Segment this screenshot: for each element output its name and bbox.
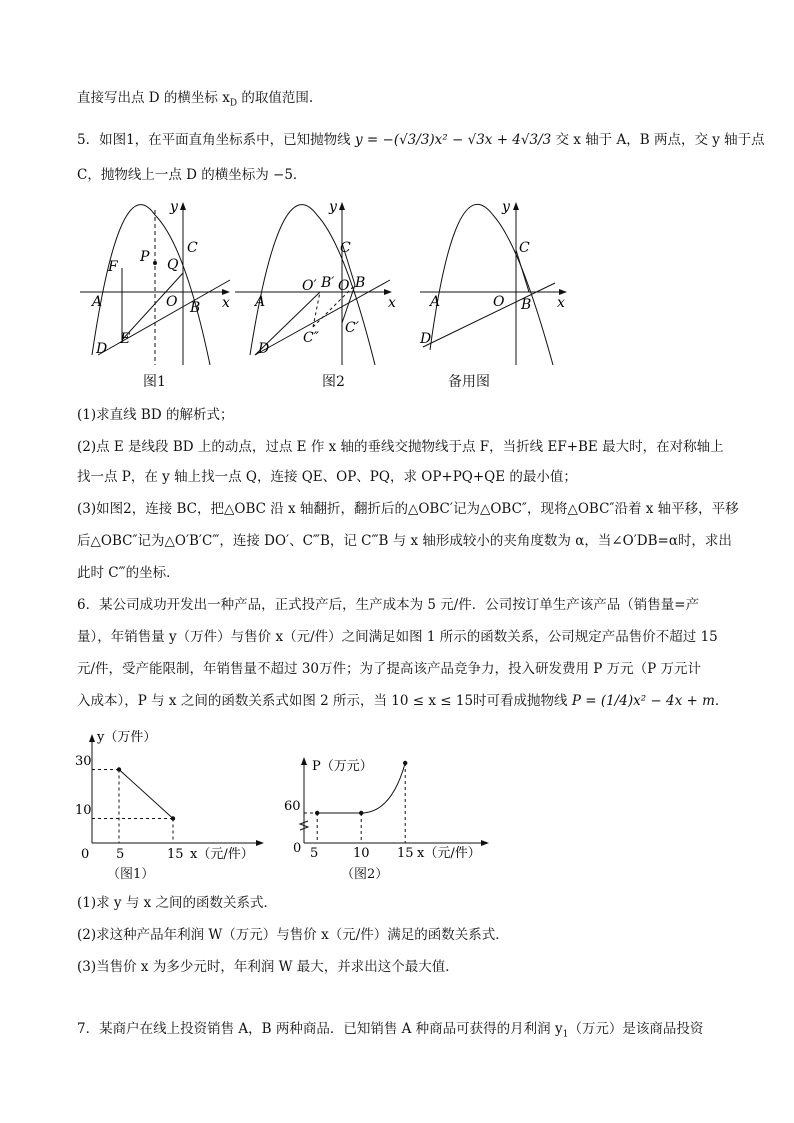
label-x: x xyxy=(557,295,565,311)
tick-y-10: 10 xyxy=(75,803,92,818)
q7-text-b: （万元）是该商品投资 xyxy=(568,1021,704,1037)
label-e: E xyxy=(120,331,131,347)
x-arrow xyxy=(481,840,489,846)
label-d: D xyxy=(258,341,270,357)
label-c: C xyxy=(519,240,530,256)
data-point-0 xyxy=(117,767,121,771)
figure-1 xyxy=(70,195,250,370)
tick-x-15: 15 xyxy=(167,847,184,862)
axis-break-icon xyxy=(300,821,308,830)
chart-1-marks xyxy=(92,767,175,843)
q5-part-2-line-1: (2)点 E 是线段 BD 上的动点，过点 E 作 x 轴的垂线交抛物线于点 F，当折线 EF+BE 最大时，在对称轴上 xyxy=(77,439,724,455)
q6-line-4 xyxy=(77,691,728,711)
question-5-line-2: C，抛物线上一点 D 的横坐标为 −5． xyxy=(77,167,307,183)
chart-2 xyxy=(282,752,492,877)
label-q: Q xyxy=(167,257,179,273)
tick-x-5: 5 xyxy=(116,847,125,862)
point-p xyxy=(153,261,157,265)
y-axis-label: y（万件） xyxy=(97,730,157,745)
parabola xyxy=(92,205,210,365)
q6-part-1: (1)求 y 与 x 之间的函数关系式． xyxy=(77,895,278,911)
label-o: O xyxy=(338,278,350,294)
tick-x-5: 5 xyxy=(310,846,319,861)
caption-fig2: 图2 xyxy=(322,374,345,390)
label-c: C xyxy=(340,240,351,256)
tick-x-10: 10 xyxy=(353,846,370,861)
y-arrow xyxy=(339,202,345,210)
x-arrow xyxy=(256,840,264,846)
question-5-intro xyxy=(77,130,765,150)
q5-part-3-line-3: 此时 C‴的坐标． xyxy=(77,565,180,581)
tick-y-60: 60 xyxy=(284,799,301,814)
line-bd xyxy=(423,283,555,347)
q5-text: 5．如图1，在平面直角坐标系中，已知抛物线 xyxy=(77,132,351,148)
label-y: y xyxy=(170,199,178,215)
q5-part-2-line-2: 找一点 P，在 y 轴上找一点 Q，连接 QE、OP、PQ，求 OP+PQ+QE 的最小值； xyxy=(77,469,577,485)
data-point-2 xyxy=(403,761,407,765)
parabola xyxy=(430,204,553,365)
chart-1 xyxy=(70,725,270,875)
caption-spare: 备用图 xyxy=(448,374,490,390)
q5-part-3-line-2: 后△OBC″记为△O′B′C‴，连接 DO′、C‴B，记 C‴B 与 x 轴形成较小的夹角度数为 α，当∠O′DB=α时，求出 xyxy=(77,533,732,549)
label-o-prime: O′ xyxy=(302,278,317,294)
figure-spare xyxy=(405,195,585,370)
q6-part-3: (3)当售价 x 为多少元时，年利润 W 最大，并求出这个最大值． xyxy=(77,959,459,975)
label-b-prime: B′ xyxy=(321,275,335,291)
label-b: B xyxy=(521,297,532,313)
q5-equation-text: y = −(√3/3)x² − √3x + 4√3/3 xyxy=(354,132,552,148)
tick-x-15: 15 xyxy=(397,846,414,861)
label-c-double-prime: C″ xyxy=(303,330,319,346)
q6-equation: P = (1/4)x² − 4x + m xyxy=(571,693,715,709)
series-line xyxy=(119,770,173,819)
label-c-prime: C′ xyxy=(345,320,359,336)
x-axis-label: x（元/件） xyxy=(417,846,481,861)
label-x: x xyxy=(388,295,396,311)
q6-text: 入成本），P 与 x 之间的函数关系式如图 2 所示，当 10 ≤ x ≤ 15时可看成抛物线 xyxy=(77,693,568,709)
label-o: O xyxy=(493,294,505,310)
line-text: 的取值范围. xyxy=(237,90,314,106)
q5-part-1: (1)求直线 BD 的解析式； xyxy=(77,407,234,423)
label-p: P xyxy=(140,249,150,265)
q6-line-2: 量），年销售量 y（万件）与售价 x（元/件）之间满足如图 1 所示的函数关系，公司规定产品售价不超过 15 xyxy=(77,629,718,645)
text-line-1 xyxy=(77,88,313,114)
label-a: A xyxy=(255,294,266,310)
label-b: B xyxy=(190,300,201,316)
segment-bc xyxy=(516,250,529,292)
tick-0: 0 xyxy=(81,847,90,862)
subscript: D xyxy=(229,98,238,109)
q7-text: 7．某商户在线上投资销售 A，B 两种商品．已知销售 A 种商品可获得的月利润 y xyxy=(77,1021,563,1037)
y-arrow xyxy=(301,757,307,765)
q7-line-1 xyxy=(77,1019,703,1045)
q5-text-b: 交 x 轴于 A，B 两点，交 y 轴于点 xyxy=(555,132,765,148)
q6-line-1: 6．某公司成功开发出一种产品，正式投产后，生产成本为 5 元/件．公司按订单生产该产品（销售量=产 xyxy=(77,597,700,613)
label-x: x xyxy=(222,295,230,311)
caption-fig1: 图1 xyxy=(143,374,166,390)
line-bd xyxy=(98,280,230,355)
label-y: y xyxy=(329,199,337,215)
q5-part-3-line-1: (3)如图2，连接 BC，把△OBC 沿 x 轴翻折，翻折后的△OBC′记为△OBC″，现将△OBC″沿着 x 轴平移，平移 xyxy=(77,501,739,517)
x-axis-label: x（元/件） xyxy=(190,847,254,862)
label-a: A xyxy=(92,294,103,310)
y-arrow xyxy=(180,202,186,210)
q5-equation xyxy=(355,132,551,148)
figure-2 xyxy=(225,195,405,370)
label-a: A xyxy=(430,294,441,310)
line-text: 直接写出点 D 的横坐标 x xyxy=(77,90,230,106)
tick-y-30: 30 xyxy=(75,754,92,769)
label-d: D xyxy=(420,331,432,347)
data-point-0 xyxy=(315,811,319,815)
y-axis-label: P（万元） xyxy=(312,759,373,774)
y-arrow xyxy=(513,202,519,210)
tick-0: 0 xyxy=(293,841,302,856)
label-c: C xyxy=(187,240,198,256)
data-point-1 xyxy=(359,811,363,815)
label-b: B xyxy=(355,275,366,291)
q6-part-2: (2)求这种产品年利润 W（万元）与售价 x（元/件）满足的函数关系式． xyxy=(77,927,509,943)
q6-period: ． xyxy=(714,693,729,709)
q6-line-3: 元/件，受产能限制，年销售量不超过 30万件；为了提高该产品竞争力，投入研发费用 P 万元（P 万元计 xyxy=(77,661,702,677)
label-o: O xyxy=(166,294,178,310)
label-d: D xyxy=(96,341,108,357)
data-point-1 xyxy=(171,816,175,820)
label-y: y xyxy=(502,199,510,215)
label-f: F xyxy=(108,259,118,275)
y-arrow xyxy=(89,734,95,742)
caption-chart-2: （图2） xyxy=(341,867,389,882)
q7-subscript: 1 xyxy=(562,1029,569,1040)
caption-chart-1: （图1） xyxy=(107,867,155,882)
